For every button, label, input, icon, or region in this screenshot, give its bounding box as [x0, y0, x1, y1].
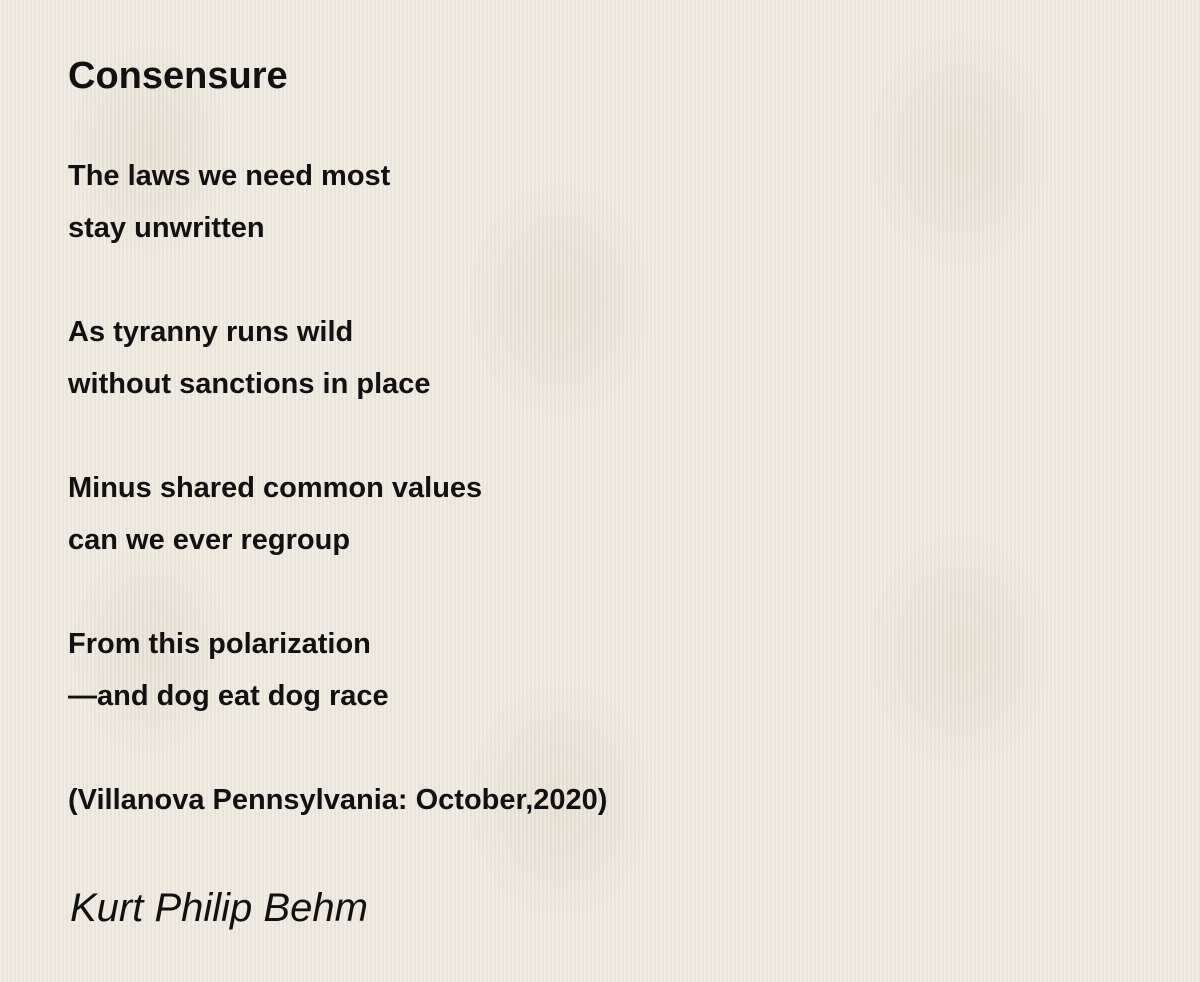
author-name: Kurt Philip Behm: [70, 886, 368, 930]
poem-title: Consensure: [68, 55, 288, 97]
poem-line: Minus shared common values: [68, 472, 483, 504]
poem-line: As tyranny runs wild: [68, 316, 354, 348]
poem-line: can we ever regroup: [68, 524, 351, 556]
poem-line: From this polarization: [68, 628, 371, 660]
location-date-note: (Villanova Pennsylvania: October,2020): [68, 784, 608, 816]
stanza-1: [68, 150, 1148, 254]
stanza-4: [68, 618, 1148, 722]
poem-body: [68, 150, 1148, 826]
stanza-3: [68, 462, 1148, 566]
poem-card: [68, 52, 1148, 952]
poem-line: —and dog eat dog race: [68, 680, 389, 712]
poem-line: without sanctions in place: [68, 368, 431, 400]
poem-line: stay unwritten: [68, 212, 265, 244]
poem-line: The laws we need most: [68, 160, 391, 192]
stanza-2: [68, 306, 1148, 410]
